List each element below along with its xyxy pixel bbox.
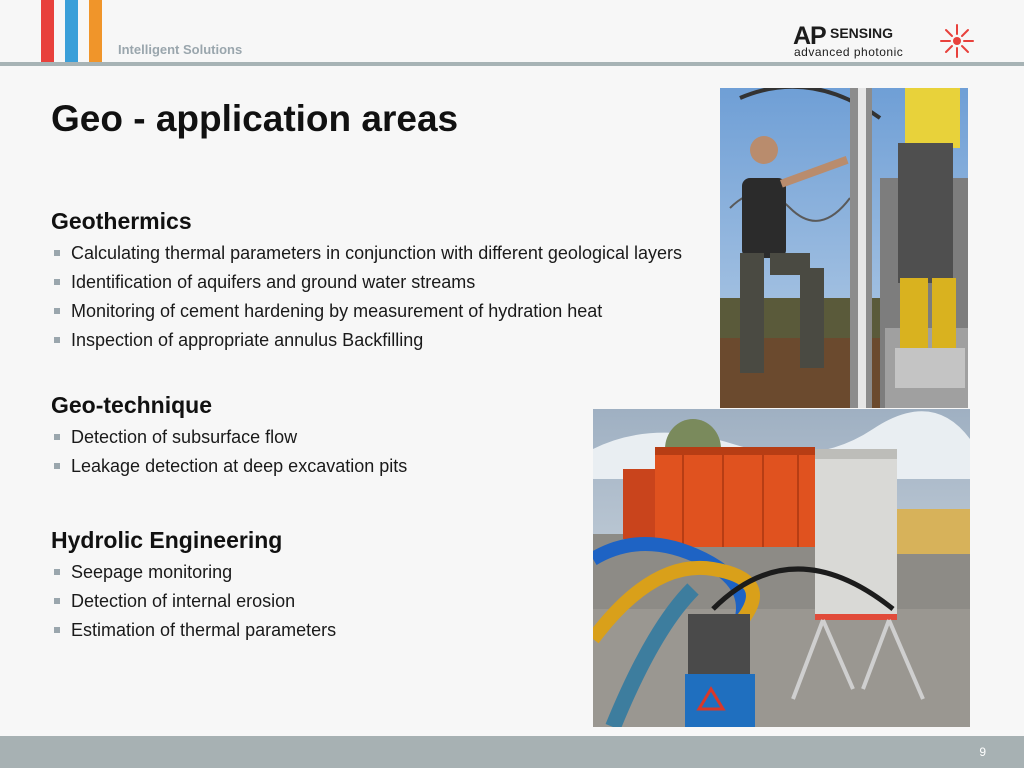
photo-drilling-rig xyxy=(720,88,968,408)
list-item: Inspection of appropriate annulus Backfilling xyxy=(51,330,682,351)
laser-burst-icon xyxy=(938,22,976,60)
red-bar xyxy=(41,0,54,66)
header-divider xyxy=(0,62,1024,66)
bullet-list xyxy=(51,243,682,351)
section-geothermics xyxy=(51,208,682,359)
footer-bar xyxy=(0,736,1024,768)
orange-bar xyxy=(89,0,102,66)
list-item: Detection of internal erosion xyxy=(51,591,336,612)
list-item: Estimation of thermal parameters xyxy=(51,620,336,641)
blue-bar xyxy=(65,0,78,66)
ap-sensing-logo xyxy=(790,22,980,62)
slide-title: Geo - application areas xyxy=(51,98,459,139)
logo-subtitle: advanced photonic xyxy=(794,45,904,59)
page-number: 9 xyxy=(979,745,986,759)
list-item: Detection of subsurface flow xyxy=(51,427,407,448)
section-heading: Geothermics xyxy=(51,208,192,234)
section-heading: Geo-technique xyxy=(51,392,213,418)
bullet-list xyxy=(51,427,407,477)
section-hydrolic-engineering xyxy=(51,527,336,649)
list-item: Calculating thermal parameters in conjunction with different geological layers xyxy=(51,243,682,264)
list-item: Monitoring of cement hardening by measurement of hydration heat xyxy=(51,301,682,322)
logo-sensing-text: SENSING xyxy=(830,25,894,41)
photo-field-installation xyxy=(593,409,970,727)
list-item: Identification of aquifers and ground water streams xyxy=(51,272,682,293)
logo-ap-text: AP xyxy=(793,22,826,50)
list-item: Seepage monitoring xyxy=(51,562,336,583)
bullet-list xyxy=(51,562,336,641)
tagline: Intelligent Solutions xyxy=(118,42,243,57)
list-item: Leakage detection at deep excavation pits xyxy=(51,456,407,477)
section-geo-technique xyxy=(51,392,407,485)
section-heading: Hydrolic Engineering xyxy=(51,527,283,553)
brand-color-bars xyxy=(41,0,102,66)
